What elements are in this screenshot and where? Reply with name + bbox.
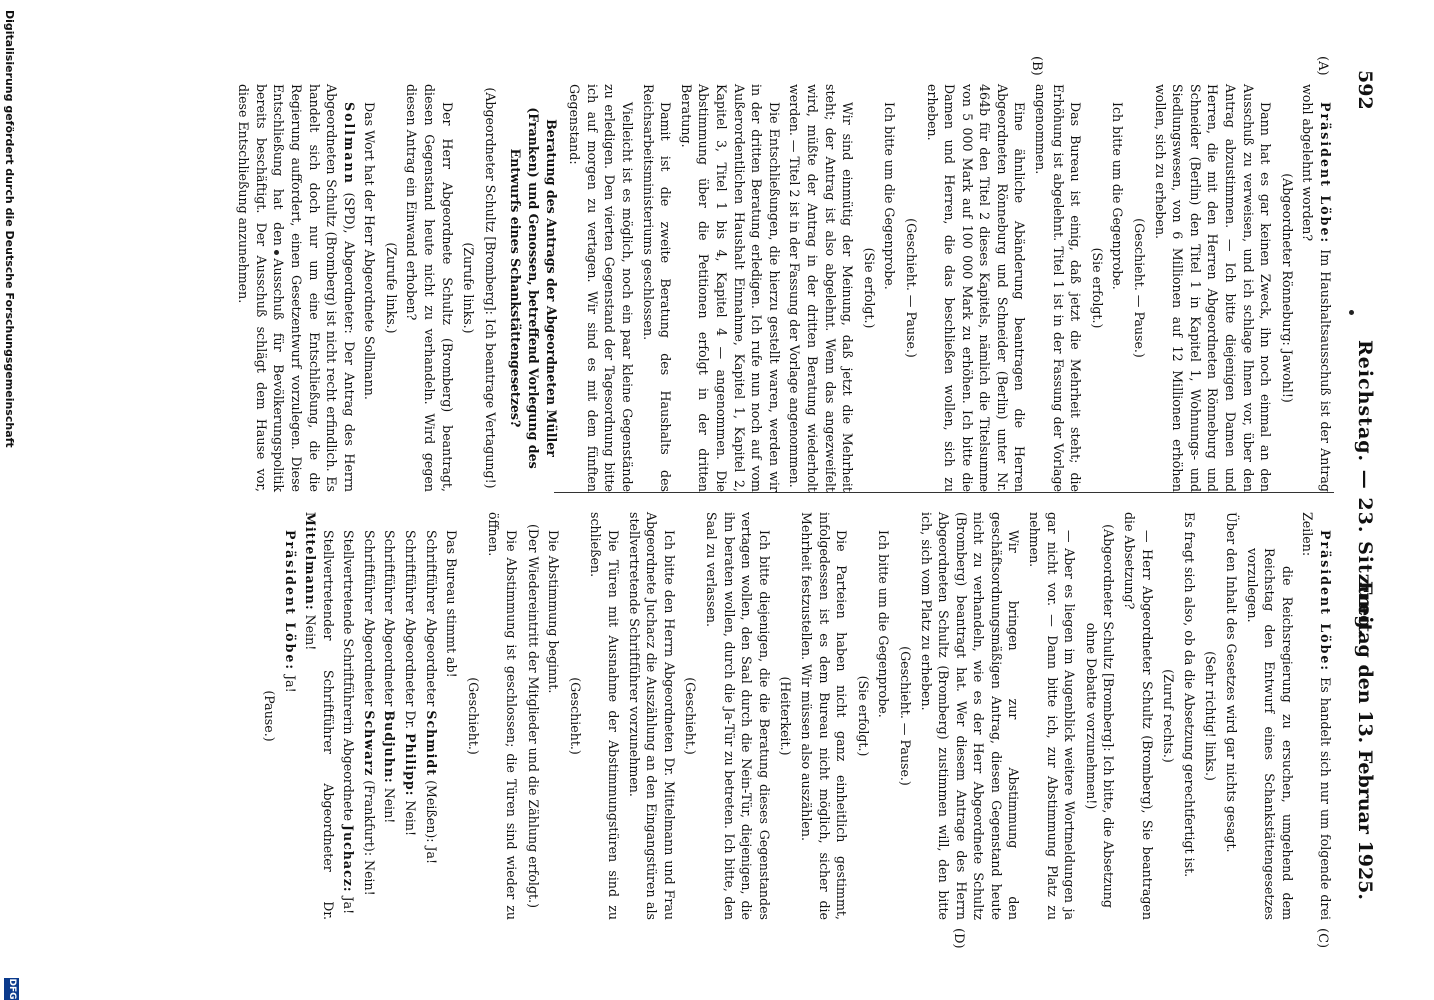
paragraph: — Aber es liegen im Augenblick weitere Wortmeldungen ja gar nicht vor. — Dann bitte ich, zur Abstimmung Platz zu nehmen. — [1027, 512, 1078, 920]
interjection: (Der Wiedereintritt der Mitglieder und die Zählung erfolgt.) — [525, 524, 541, 908]
session-date: Freitag den 13. Februar 1925. — [1354, 580, 1376, 900]
digitization-footer — [0, 0, 22, 1000]
interjection: (Zurufe links.) — [383, 242, 399, 334]
voter-name: Mittelmann: — [303, 512, 319, 611]
margin-mark-c: (C) — [1315, 928, 1330, 949]
margin-mark-a: (A) — [1315, 56, 1330, 76]
interjection: (Sehr richtig! links.) — [1203, 651, 1219, 781]
interjection: (Zuruf rechts.) — [1161, 669, 1177, 763]
interjection: (Sie erfolgt.) — [855, 675, 871, 757]
paragraph: Dann hat es gar keinen Zweck, ihn noch einmal an den Ausschuß zu verweisen, und ich schlage Ihnen vor, über den Antrag abzustimmen. — Ich bitte diejenigen Damen und Herren, die mit den Herren Abgeordneten Rönneburg und Schneider (Berlin) den Titel 1 in Kapitel 1, Wohnungs- und Siedlungswesen, von 6 Millionen auf 12 Millionen erhöhen wollen, sich zu erheben. — [1152, 84, 1274, 492]
paragraph: Ich bitte um die Gegenprobe. — [1110, 102, 1126, 290]
paragraph: Ich bitte den Herrn Abgeordneten Dr. Mittelmann und Frau Abgeordnete Juchacz die Auszählung an den Eingangstüren als stellvertretende Schriftführer vorzunehmen. — [626, 512, 677, 920]
vote-prefix: Schriftführer Abgeordneter Dr. — [403, 530, 419, 730]
paragraph: Vielleicht ist es möglich, noch ein paar kleine Gegenstände zu erledigen. Den vierten Gegenstand der Tagesordnung bitte ich auf morgen zu vertagen. Wir sind es mit dem fünften Gegenstand: — [567, 84, 636, 492]
vote-line — [360, 512, 378, 920]
vote-prefix: Stellvertretender Schriftführer Abgeordneter Dr. — [320, 530, 336, 920]
scan-speck — [1349, 310, 1354, 315]
funding-notice: Digitalisierung gefördert durch die Deutsche Forschungsgemeinschaft — [3, 10, 16, 448]
paragraph: Wir bringen zur Abstimmung den geschäftsordnungsmäßigen Antrag, diesen Gegenstand heute nicht zu verhandeln, wie es der Herr Abgeordnete Schultz (Bromberg) beantragt hat. Wer diesem Antrage des Herrn Abgeordneten Schultz (Bromberg) zustimmen will, den bitte ich, sich vom Platz zu erheben. — [918, 512, 1022, 920]
paragraph: Die Parteien haben nicht ganz einheitlich gestimmt, infolgedessen ist es dem Bureau nicht möglich, sicher die Mehrheit festzustellen. Wir müssen also auszählen. — [798, 512, 850, 920]
interjection: (Sie erfolgt.) — [1089, 247, 1105, 329]
agenda-item-heading: Beratung des Antrags der Abgeordneten Müller (Franken) und Genossen, betreffend Vorlegung des Entwurfs eines Schankstättengesetzes? — [508, 107, 559, 469]
paragraph-text: Es handelt sich nur um folgende drei Zeilen: — [1300, 512, 1333, 920]
paragraph: — Herr Abgeordneter Schultz (Bromberg), Sie beantragen die Absetzung? — [1122, 512, 1155, 920]
vote-value: Ja! — [341, 896, 357, 915]
left-column — [232, 84, 1334, 492]
vote-line — [402, 512, 420, 920]
paragraph: Über den Inhalt des Gesetzes wird gar nichts gesagt. — [1224, 512, 1240, 853]
page-header — [1336, 70, 1376, 920]
paragraph-text: (SPD), Abgeordneter: Der Antrag des Herrn Abgeordneten Schultz (Bromberg) ist nicht recht erfindlich. Es handelt sich doch nur um eine Entschließung, die die Regierung auffordert, einen Gesetzentwurf vorzulegen. Diese Entschließung hat den Ausschuß für Bevölkerungspolitik bereits beschäftigt. Der Ausschuß schlägt dem Hause vor, diese Entschließung anzunehmen. — [236, 84, 357, 492]
interjection: (Heiterkeit.) — [778, 676, 794, 756]
vote-line — [340, 512, 358, 920]
interjection: (Zurufe links.) — [461, 242, 477, 334]
interjection: (Sie erfolgt.) — [861, 247, 877, 329]
interjection: (Geschieht. — Pause.) — [903, 218, 919, 358]
vote-prefix: Schriftführer Abgeordneter — [382, 530, 398, 707]
paragraph: Es fragt sich also, ob da die Absetzung gerechtfertigt ist. — [1181, 512, 1197, 878]
interjection: (Geschieht.) — [683, 677, 699, 755]
voter-name: Schwarz — [361, 710, 377, 777]
speaker-name: Präsident Löbe: — [1318, 530, 1333, 673]
paragraph: Die Türen mit Ausnahme der Abstimmungstüren sind zu schließen. — [588, 512, 622, 920]
paragraph: Das Wort hat der Herr Abgeordnete Sollmann. — [362, 102, 378, 400]
paragraph: Damit ist die zweite Beratung des Haushalts des Reichsarbeitsministeriums geschlossen. — [640, 84, 674, 492]
interjection: (Abgeordneter Rönneburg: Jawohl!) — [1279, 173, 1295, 403]
paragraph: Ich bitte diejenigen, die die Beratung dieses Gegenstandes vertagen wollen, den Saal durch die Nein-Tür, diejenigen, die ihn beraten wollen, durch die Ja-Tür zu betreten. Ich bitte, den Saal zu verlassen. — [704, 512, 772, 920]
vote-line — [422, 512, 440, 920]
voter-name: Philipp: — [403, 733, 419, 797]
vote-prefix: Schriftführer Abgeordneter — [423, 530, 439, 707]
vote-prefix: Stellvertretende Schriftführerin Abgeordnete — [341, 530, 357, 821]
paragraph-text: Ja! — [282, 675, 298, 693]
running-title: Reichstag. — 23. Sitzung. — [1354, 340, 1376, 638]
voter-name: Budjuhn: — [382, 710, 398, 784]
paragraph: Das Bureau stimmt ab! — [444, 530, 460, 678]
interjection: (Pause.) — [261, 690, 277, 742]
paragraph: Die Abstimmung beginnt. — [546, 530, 562, 694]
paragraph-text: Im Haushaltsausschuß ist der Antrag wohl abgelehnt worden? — [1300, 84, 1333, 492]
vote-value: (Meißen): Ja! — [423, 780, 439, 865]
voter-name: Schmidt — [423, 710, 439, 777]
vote-value: Nein! — [382, 787, 398, 824]
dfg-logo: DFG — [4, 978, 19, 1000]
interjection: (Geschieht.) — [567, 677, 583, 755]
paragraph: Das Bureau ist einig, daß jetzt die Mehrheit steht; die Erhöhung ist abgelehnt. Titel 1 ist in der Fassung der Vorlage angenommen. — [1033, 84, 1084, 492]
column-divider — [554, 492, 1334, 493]
interjection: (Abgeordneter Schultz [Bromberg]: Ich bitte, die Absetzung ohne Debatte vorzunehmen!) — [1083, 524, 1117, 908]
margin-mark-b: (B) — [1029, 56, 1044, 76]
quoted-motion: die Reichsregierung zu ersuchen, umgehend dem Reichstag den Entwurf eines Schankstättengesetzes vorzulegen. — [1244, 548, 1295, 920]
right-column — [256, 512, 1334, 920]
paragraph: Der Herr Abgeordnete Schultz (Bromberg) beantragt, diesen Gegenstand heute nicht zu verhandeln. Wird gegen diesen Antrag ein Einwand erhoben? — [404, 84, 455, 492]
vote-value: (Frankfurt): Nein! — [361, 780, 377, 896]
interjection: (Abgeordneter Schultz [Bromberg]: Ich beantrage Vertagung!) — [482, 87, 498, 489]
paragraph: Ich bitte um die Gegenprobe. — [876, 530, 892, 718]
paragraph: Eine ähnliche Abänderung beantragen die Herren Abgeordneten Rönneburg und Schneider (Berlin) unter Nr. 464b für den Titel 2 dieses Kapitels, nämlich die Titelsumme von 5 000 Mark auf 100 000 Mark zu erhöhen. Ich bitte die Damen und Herren, die das beschließen wollen, sich zu erheben. — [924, 84, 1028, 492]
speaker-name: Präsident Löbe: — [282, 530, 298, 672]
interjection: (Geschieht. — Pause.) — [897, 646, 913, 786]
voter-name: Juchacz: — [341, 824, 357, 893]
margin-mark-d: (D) — [951, 928, 966, 949]
vote-line — [302, 512, 337, 920]
vote-prefix: Schriftführer Abgeordneter — [361, 530, 377, 707]
vote-value: Nein! — [303, 614, 319, 651]
speaker-name: Sollmann — [341, 102, 357, 185]
interjection: (Geschieht.) — [465, 677, 481, 755]
paragraph: Die Abstimmung ist geschlossen; die Türen sind wieder zu öffnen. — [486, 512, 520, 920]
vote-line — [381, 512, 399, 920]
paragraph: Wir sind einmütig der Meinung, daß jetzt die Mehrheit steht; der Antrag ist also abgelehnt. Wenn das angezweifelt wird, müßte der Antrag in der dritten Beratung wiederholt werden. — Titel 2 ist in der Fassung der Vorlage angenommen. — [787, 84, 856, 492]
paragraph: Ich bitte um die Gegenprobe. — [882, 102, 898, 290]
paragraph: Die Entschließungen, die hierzu gestellt waren, werden wir in der dritten Beratung erledigen. Ich rufe nun noch auf vom Außerordentlichen Haushalt Einnahme, Kapitel 1, Kapitel 2, Kapitel 3, Titel 1 bis 4, Kapitel 4 — angenommen. Die Abstimmung über die Petitionen erfolgt in der dritten Beratung. — [678, 84, 782, 492]
page-number: 592 — [1354, 70, 1376, 110]
speaker-name: Präsident Löbe: — [1318, 102, 1333, 245]
vote-value: Nein! — [403, 800, 419, 837]
interjection: (Geschieht. — Pause.) — [1132, 218, 1148, 358]
